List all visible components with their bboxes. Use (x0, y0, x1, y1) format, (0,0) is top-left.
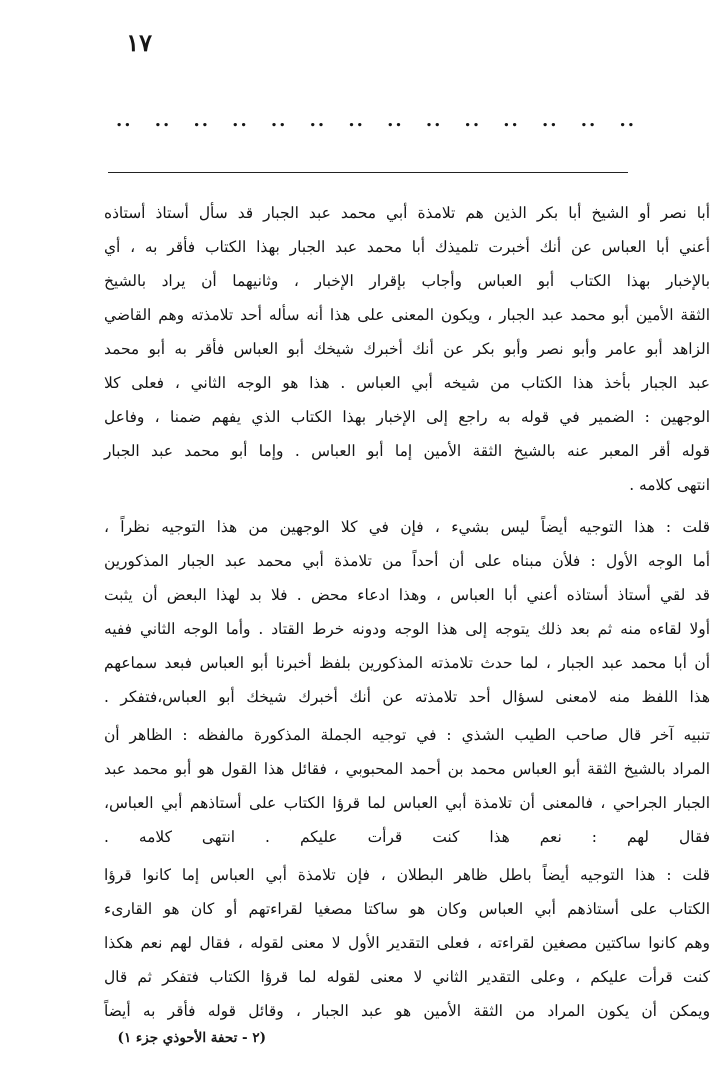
text-line: الكتاب على أستاذهم أبي العباس وكان هو ساكتا مصغيا لقراءتهم أو كان هو القارىء (104, 900, 710, 918)
text-line: قد لقي أستاذ أستاذه أعني أبا العباس ، وهذا ادعاء محض . فلا بد لهذا البعض أن يثبت (104, 586, 710, 604)
text-line: أبا نصر أو الشيخ أبا بكر الذين هم تلامذة أبي محمد عبد الجبار قد سأل أستاذ أستاذه (104, 204, 710, 222)
footer-signature: (٢ - تحفة الأحوذي جزء ١) (117, 1030, 266, 1046)
page-number: ١٧ (126, 28, 152, 57)
text-line: أعني أبا العباس عن أنك أخبرت تلميذك أبا محمد عبد الجبار بهذا الكتاب فأقر به ، أي (104, 238, 710, 256)
text-line: أن أبا محمد عبد الجبار ، لما حدث تلامذته المذكورين بلفظ أخبرنا أبو العباس فبعد سماعهم (104, 654, 710, 672)
text-line: قوله أقر المعبر عنه بالشيخ الثقة الأمين إما أبو العباس . وإما أبو محمد عبد الجبار (104, 442, 710, 460)
text-line: وهم كانوا ساكتين مصغين لقراءته ، فعلى التقدير الأول لا معنى لقوله ، فقال لهم نعم هكذا (104, 934, 710, 952)
text-line: كنت قرأت عليكم ، وعلى التقدير الثاني لا معنى لقوله لما قرؤا الكتاب فتفكر ثم قال (104, 968, 710, 986)
text-line: المراد بالشيخ الثقة أبو العباس محمد بن أحمد المحبوبي ، فقائل هذا القول هو أبو محمد عبد (104, 760, 710, 778)
text-line: عبد الجبار بأخذ هذا الكتاب من شيخه أبي العباس . هذا هو الوجه الثاني ، فعلى كلا (104, 374, 710, 392)
text-line: انتهى كلامه . (629, 476, 710, 494)
text-line: أولا لقاءه منه ثم بعد ذلك يتوجه إلى هذا الوجه ودونه خرط القتاد . وأما الوجه الثاني ففيه (104, 620, 710, 638)
text-line: هذا اللفظ منه لامعنى لسؤال أحد تلامذته عن أنك أخبرك شيخك أبو العباس،فتفكر . (104, 688, 710, 706)
horizontal-rule (108, 172, 628, 173)
text-line: قلت : هذا التوجيه أيضاً باطل ظاهر البطلان ، فإن تلامذة أبي العباس إما كانوا قرؤا (104, 866, 710, 884)
text-line: قلت : هذا التوجيه أيضاً ليس بشيء ، فإن في كلا الوجهين من هذا التوجيه نظراً ، (104, 518, 710, 536)
text-line: ويمكن أن يكون المراد من الثقة الأمين هو عبد الجبار ، وقائل قوله فأقر به أيضاً (104, 1002, 710, 1020)
text-line: الزاهد أبو عامر وأبو نصر وأبو بكر عن أنك أخبرك شيخك أبو العباس فأقر به أبو محمد (104, 340, 710, 358)
text-line: الجبار الجراحي ، فالمعنى أن تلامذة أبي العباس لما قرؤا الكتاب على أستاذهم أبي العباس، (104, 794, 710, 812)
text-line: الثقة الأمين أبو محمد عبد الجبار ، ويكون المعنى على هذا أنه سأله أحد تلامذته وهم القاضي (104, 306, 710, 324)
text-line: تنبيه آخر قال صاحب الطيب الشذي : في توجيه الجملة المذكورة مالفظه : الظاهر أن (104, 726, 710, 744)
text-line: الوجهين : الضمير في قوله به راجع إلى الإخبار بهذا الكتاب الذي يفهم ضمنا ، وفاعل (104, 408, 710, 426)
text-line: بالإخبار بهذا الكتاب أبو العباس وأجاب بإقرار الإخبار ، وثانيهما أن يراد بالشيخ (104, 272, 710, 290)
text-line: أما الوجه الأول : فلأن مبناه على أن أحداً من تلامذة أبي محمد عبد الجبار المذكورين (104, 552, 710, 570)
text-line: فقال لهم : نعم هذا كنت قرأت عليكم . انتهى كلامه . (104, 828, 710, 846)
ellipsis-separator: .. .. .. .. .. .. .. .. .. .. .. .. .. .. (116, 110, 636, 131)
